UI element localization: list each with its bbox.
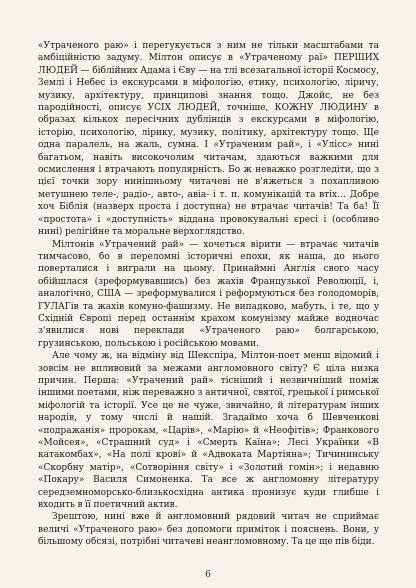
page-number: 6 [205, 570, 211, 580]
paragraph-2: Мілтонів «Утрачений рай» — хочеться вірити — втрачає читачів тимчасово, бо в переломні історичні епохи, як наша, до нього поверталися і виграли на цьому. Принаймні Англія свого часу обійшлася (зреформувавшись) без жахів Французької Революції, і, аналогічно, США — зреформувалися і реформуються без голодоморів, ГУЛАГів та жахів комуно-фашизму. Не випадково, мабуть, і те, що у Східній Європі перед останнім крахом комунізму майже водночас з'явилися нові переклади «Утраченого раю» болгарською, грузинською, польською і російською мовами. [38, 239, 379, 349]
paragraph-1: «Утраченого раю» і перегукується з ним не тільки масштабами та амбіційністю задуму. Мілтон описує в «Утраченому раї» ПЕРШИХ ЛЮДЕЙ — біблійних Адама і Єву — на тлі всезагальної історії Космосу, Землі і Небес із екскурсами в міфологію, етику, психологію, ліричу, музику, архітектуру, принципові знання тощо. Джойс, не без пародійності, описує УСІХ ЛЮДЕЙ, точніше, КОЖНУ ЛЮДИНУ в образах кількох пересічних дублінців з екскурсами в міфологію, історію, психологію, лірику, музику, політику, архітектуру тощо. Ще одна паралель, на жаль, сумна. І «Утраченим рай», і «Улісс» нині багатьом, навіть високочолим читачам, здаються важкими для осмислення і втрачають популярність. Бо ж неважко розгледіти, що з цієї точки зору нинішньому читачеві не в'яжеться з похапливою метушнею теле-, радіо-, авто-, авіа- і т. п. комунікацій та втіх… Добре хоч Біблія (назверх проста і доступна) не втрачає читачів! Та ба! Її «простота» і «доступність» віддана провокувальні єресі і (особливо нині) релігійне та моральне верхоглядство. [38, 41, 379, 238]
paragraph-4: Зрештою, нині вже й англомовний рядовий читач не сприймає величі «Утраченого раю» без допомоги приміток і пояснень. Вони, у більшому обсязі, потрібні читачеві неангломовному. Та це ще пів біди. [38, 512, 379, 548]
paragraph-3: Але чому ж, на відміну від Шекспіра, Мілтон-поет менш відомий і зовсім не впливовий за межами англомовного світу? Є ціла низка причин. Перша: «Утрачений рай» тісніший і незвичніший поміж іншими поетами, ніж переважно з античної, святої, грецької і римської міфологій та історії. Усе це не чуже, звичайно, й літературам інших народів, у тому числі й нашій. Згадаймо хоча б Шевченкові «подражанія» пророкам, «Царів», «Марію» й «Неофітів»; Франкового «Мойсея», «Страшний суд» і «Смерть Каїна»; Лесі Українки «В катакомбах», «На полі крові» й «Адвоката Мартіяна»; Тичининську «Скорбну матір», «Сотворіння світу» і «Золотий гомін»; і недавню «Покару» Василя Симоненка. Та все ж англомовну літературу середземноморсько-близькосхідна антика пронизує куди глибше і входить в її поетичний актив. [38, 351, 379, 511]
body-text [38, 40, 379, 550]
paragraph-5 [38, 549, 379, 550]
